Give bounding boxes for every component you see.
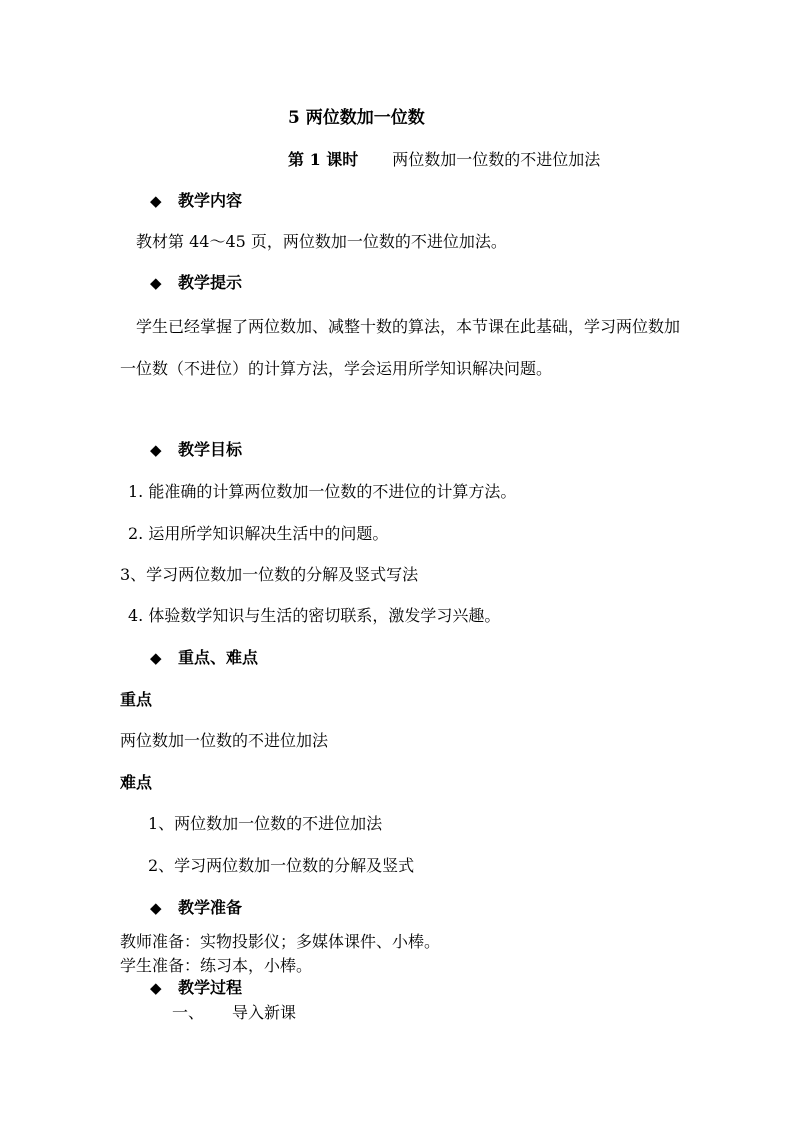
section-heading-goals: ◆ 教学目标 — [150, 440, 243, 459]
diamond-bullet-icon: ◆ — [150, 649, 162, 667]
diamond-bullet-icon: ◆ — [150, 979, 162, 997]
lesson-number: 第 1 课时 — [288, 150, 359, 169]
process-step — [172, 1003, 296, 1023]
diamond-bullet-icon: ◆ — [150, 192, 162, 210]
teacher-preparation: 教师准备：实物投影仪；多媒体课件、小棒。 — [120, 932, 441, 951]
section-heading-hint: ◆ 教学提示 — [150, 273, 243, 292]
key-label: 重点 — [120, 690, 153, 709]
content-text: 教材第 44～45 页，两位数加一位数的不进位加法。 — [136, 232, 507, 251]
goal-item: 4. 体验数学知识与生活的密切联系，激发学习兴趣。 — [128, 606, 501, 625]
section-heading-process: ◆ 教学过程 — [150, 978, 243, 997]
goal-item: 2. 运用所学知识解决生活中的问题。 — [128, 524, 389, 543]
key-text: 两位数加一位数的不进位加法 — [120, 731, 329, 750]
section-heading-keypoints: ◆ 重点、难点 — [150, 648, 259, 667]
section-heading-preparation: ◆ 教学准备 — [150, 898, 243, 917]
process-step-title: 导入新课 — [232, 1003, 297, 1022]
difficult-label: 难点 — [120, 773, 153, 792]
difficult-item: 1、两位数加一位数的不进位加法 — [148, 814, 383, 833]
document-title: 5 两位数加一位数 — [288, 108, 425, 128]
hint-paragraph: 学生已经掌握了两位数加、减整十数的算法，本节课在此基础，学习两位数加一位数（不进位）的计算方法，学会运用所学知识解决问题。 — [120, 317, 681, 378]
lesson-subtitle — [288, 150, 600, 170]
diamond-bullet-icon: ◆ — [150, 274, 162, 292]
difficult-item: 2、学习两位数加一位数的分解及竖式 — [148, 856, 415, 875]
process-step-number: 一、 — [172, 1003, 205, 1022]
diamond-bullet-icon: ◆ — [150, 441, 162, 459]
lesson-topic: 两位数加一位数的不进位加法 — [392, 150, 601, 169]
section-heading-content: ◆ 教学内容 — [150, 191, 243, 210]
goal-item: 3、学习两位数加一位数的分解及竖式写法 — [120, 565, 419, 584]
student-preparation: 学生准备：练习本，小棒。 — [120, 956, 313, 975]
goal-item: 1. 能准确的计算两位数加一位数的不进位的计算方法。 — [128, 482, 517, 501]
diamond-bullet-icon: ◆ — [150, 899, 162, 917]
